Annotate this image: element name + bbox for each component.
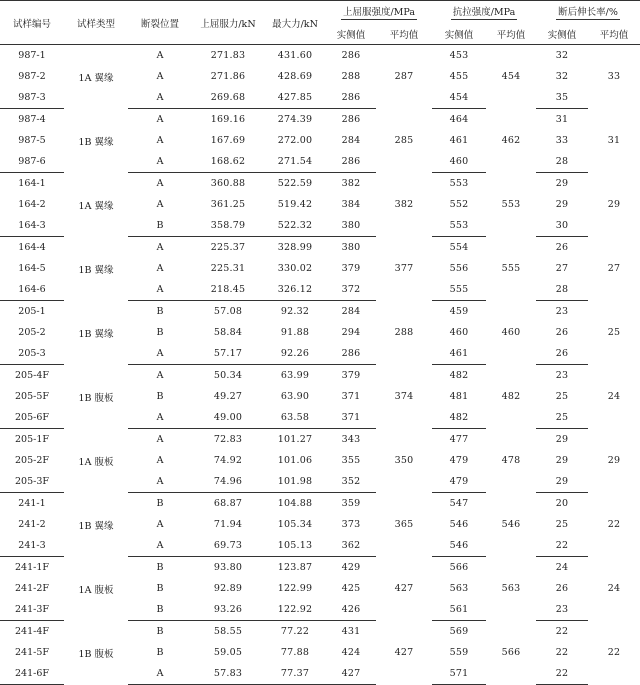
- col-header-ts-average: 平均值: [496, 29, 526, 41]
- cell-tensile-strength-average: 563: [501, 583, 521, 594]
- cell-elongation-measured: 20: [555, 498, 569, 509]
- cell-elongation-measured: 22: [536, 535, 588, 557]
- cell-yield-strength-measured: 343: [341, 434, 361, 445]
- cell-fracture-location: A: [156, 135, 164, 146]
- cell-yield-force: 225.31: [210, 263, 246, 274]
- cell-elongation-measured: 26: [555, 583, 569, 594]
- cell-tensile-strength-average: 460: [501, 327, 521, 338]
- cell-fracture-location: A: [128, 471, 192, 493]
- col-header-el-measured: 实侧值: [547, 29, 577, 41]
- cell-elongation-measured: 26: [536, 343, 588, 365]
- cell-max-force: 101.06: [277, 455, 313, 466]
- cell-yield-force: 69.73: [192, 535, 264, 557]
- cell-specimen-id: 205-3: [0, 343, 64, 365]
- cell-yield-force: 225.37: [210, 242, 246, 253]
- cell-yield-force: 71.94: [213, 519, 243, 530]
- cell-specimen-id: 205-4F: [15, 370, 49, 381]
- cell-yield-force: 57.83: [192, 663, 264, 685]
- cell-tensile-strength-measured: 461: [449, 135, 469, 146]
- cell-fracture-location: A: [128, 535, 192, 557]
- cell-tensile-strength-average: 566: [501, 647, 521, 658]
- cell-fracture-location: A: [156, 263, 164, 274]
- cell-yield-force: 57.17: [192, 343, 264, 365]
- cell-max-force: 92.32: [280, 306, 310, 317]
- cell-max-force: 328.99: [277, 242, 313, 253]
- cell-max-force: 63.90: [280, 391, 310, 402]
- cell-specimen-id: 241-1F: [15, 562, 49, 573]
- cell-fracture-location: A: [156, 199, 164, 210]
- cell-tensile-strength-measured: 553: [449, 178, 469, 189]
- cell-yield-strength-measured: 384: [341, 199, 361, 210]
- cell-yield-force: 49.00: [192, 407, 264, 429]
- cell-tensile-strength-measured: 556: [449, 263, 469, 274]
- cell-yield-force: 358.79: [192, 215, 264, 237]
- table-row: [0, 109, 640, 131]
- cell-max-force: 326.12: [264, 279, 326, 301]
- cell-fracture-location: B: [128, 599, 192, 621]
- cell-tensile-strength-average: 553: [501, 199, 521, 210]
- table-row: [0, 493, 640, 515]
- cell-tensile-strength-measured: 453: [449, 50, 469, 61]
- cell-max-force: 519.42: [277, 199, 313, 210]
- col-group-elongation-label: 断后伸长率/%: [556, 4, 620, 20]
- cell-fracture-location: A: [128, 87, 192, 109]
- cell-yield-force: 50.34: [213, 370, 243, 381]
- cell-specimen-type: 1B 翼缘: [78, 136, 114, 148]
- cell-specimen-id: 205-2: [18, 327, 46, 338]
- cell-yield-strength-measured: 426: [326, 599, 376, 621]
- cell-yield-force: 57.08: [213, 306, 243, 317]
- cell-specimen-type: 1A 腹板: [78, 584, 114, 596]
- cell-specimen-id: 241-2: [18, 519, 46, 530]
- cell-tensile-strength-measured: 464: [449, 114, 469, 125]
- cell-elongation-measured: 29: [536, 471, 588, 493]
- table-row: [0, 301, 640, 323]
- cell-yield-force: 169.16: [210, 114, 246, 125]
- cell-elongation-measured: 26: [555, 327, 569, 338]
- cell-elongation-measured: 23: [555, 306, 569, 317]
- cell-specimen-id: 241-3: [0, 535, 64, 557]
- cell-tensile-strength-average: 462: [501, 135, 521, 146]
- col-header-yield-force: 上屈服力/kN: [200, 18, 256, 30]
- cell-yield-force: 74.96: [192, 471, 264, 493]
- cell-yield-strength-average: 365: [394, 519, 414, 530]
- cell-elongation-average: 22: [607, 647, 621, 658]
- cell-fracture-location: A: [128, 343, 192, 365]
- col-header-type: 试样类型: [76, 18, 115, 30]
- cell-yield-force: 360.88: [210, 178, 246, 189]
- cell-max-force: 92.26: [264, 343, 326, 365]
- table-row: [0, 621, 640, 643]
- cell-yield-strength-measured: 379: [341, 263, 361, 274]
- table-body: [0, 45, 640, 685]
- cell-fracture-location: A: [156, 370, 164, 381]
- cell-elongation-measured: 24: [555, 562, 569, 573]
- cell-yield-strength-measured: 294: [341, 327, 361, 338]
- cell-yield-force: 361.25: [210, 199, 246, 210]
- cell-yield-strength-measured: 379: [341, 370, 361, 381]
- cell-tensile-strength-measured: 479: [449, 455, 469, 466]
- cell-specimen-id: 164-2: [18, 199, 46, 210]
- cell-fracture-location: B: [156, 306, 164, 317]
- cell-elongation-measured: 28: [536, 279, 588, 301]
- cell-elongation-measured: 35: [536, 87, 588, 109]
- cell-yield-strength-average: 374: [394, 391, 414, 402]
- cell-yield-force: 58.55: [213, 626, 243, 637]
- cell-yield-strength-average: 377: [394, 263, 414, 274]
- cell-tensile-strength-measured: 479: [432, 471, 486, 493]
- cell-tensile-strength-measured: 459: [449, 306, 469, 317]
- cell-specimen-id: 987-6: [0, 151, 64, 173]
- cell-max-force: 77.22: [280, 626, 310, 637]
- cell-yield-force: 49.27: [213, 391, 243, 402]
- cell-tensile-strength-measured: 460: [449, 327, 469, 338]
- cell-yield-strength-measured: 288: [341, 71, 361, 82]
- cell-yield-force: 271.83: [210, 50, 246, 61]
- cell-fracture-location: A: [156, 71, 164, 82]
- cell-max-force: 122.92: [264, 599, 326, 621]
- cell-specimen-id: 205-5F: [15, 391, 49, 402]
- cell-specimen-type: 1A 腹板: [78, 456, 114, 468]
- cell-tensile-strength-average: 454: [501, 71, 521, 83]
- cell-specimen-id: 241-6F: [0, 663, 64, 685]
- cell-yield-strength-measured: 352: [326, 471, 376, 493]
- cell-fracture-location: A: [156, 242, 164, 253]
- cell-tensile-strength-measured: 561: [432, 599, 486, 621]
- cell-fracture-location: A: [156, 455, 164, 466]
- cell-elongation-average: 31: [607, 135, 621, 146]
- cell-tensile-strength-measured: 555: [432, 279, 486, 301]
- cell-max-force: 105.13: [264, 535, 326, 557]
- cell-elongation-measured: 25: [536, 407, 588, 429]
- cell-tensile-strength-measured: 554: [449, 242, 469, 253]
- cell-yield-force: 68.87: [213, 498, 243, 509]
- cell-max-force: 101.27: [277, 434, 313, 445]
- cell-fracture-location: A: [156, 434, 164, 445]
- cell-elongation-measured: 28: [536, 151, 588, 173]
- cell-specimen-id: 241-4F: [15, 626, 49, 637]
- cell-max-force: 274.39: [277, 114, 313, 125]
- cell-elongation-measured: 32: [555, 71, 569, 82]
- cell-max-force: 104.88: [277, 498, 313, 509]
- cell-tensile-strength-measured: 460: [432, 151, 486, 173]
- cell-yield-force: 93.80: [213, 562, 243, 573]
- cell-fracture-location: B: [156, 498, 164, 509]
- col-header-max-force: 最大力/kN: [272, 18, 318, 30]
- cell-max-force: 77.37: [264, 663, 326, 685]
- cell-elongation-measured: 25: [555, 391, 569, 402]
- col-header-location: 断裂位置: [140, 18, 179, 30]
- cell-max-force: 522.59: [277, 178, 313, 189]
- cell-yield-force: 168.62: [192, 151, 264, 173]
- cell-specimen-id: 987-4: [18, 114, 46, 125]
- cell-tensile-strength-measured: 455: [449, 71, 469, 82]
- cell-yield-strength-measured: 371: [326, 407, 376, 429]
- cell-specimen-type: 1B 腹板: [78, 648, 114, 660]
- cell-yield-strength-measured: 362: [326, 535, 376, 557]
- cell-yield-strength-measured: 286: [341, 50, 361, 61]
- cell-tensile-strength-measured: 546: [449, 519, 469, 530]
- cell-elongation-measured: 32: [555, 50, 569, 61]
- cell-elongation-measured: 23: [555, 370, 569, 381]
- cell-tensile-strength-measured: 454: [432, 87, 486, 109]
- cell-yield-force: 218.45: [192, 279, 264, 301]
- col-header-id: 试样编号: [12, 18, 51, 30]
- cell-yield-strength-measured: 431: [341, 626, 361, 637]
- cell-specimen-type: 1B 翼缘: [78, 328, 114, 340]
- cell-yield-force: 74.92: [213, 455, 243, 466]
- cell-specimen-id: 241-5F: [15, 647, 49, 658]
- cell-tensile-strength-average: 555: [501, 263, 521, 274]
- cell-tensile-strength-measured: 566: [449, 562, 469, 573]
- cell-max-force: 101.98: [264, 471, 326, 493]
- cell-yield-strength-average: 287: [394, 71, 414, 83]
- cell-yield-force: 271.86: [210, 71, 246, 82]
- cell-fracture-location: A: [128, 663, 192, 685]
- cell-specimen-id: 164-6: [0, 279, 64, 301]
- cell-elongation-average: 24: [607, 391, 621, 402]
- cell-max-force: 105.34: [277, 519, 313, 530]
- cell-specimen-id: 164-1: [18, 178, 46, 189]
- cell-specimen-id: 205-3F: [0, 471, 64, 493]
- cell-tensile-strength-measured: 477: [449, 434, 469, 445]
- table-row: [0, 45, 640, 67]
- cell-yield-strength-measured: 286: [341, 114, 361, 125]
- cell-fracture-location: A: [128, 407, 192, 429]
- cell-tensile-strength-measured: 482: [432, 407, 486, 429]
- cell-yield-force: 58.84: [213, 327, 243, 338]
- cell-yield-strength-average: 350: [394, 455, 414, 466]
- col-header-ts-measured: 实侧值: [444, 29, 474, 41]
- cell-specimen-type: 1B 翼缘: [78, 520, 114, 532]
- cell-max-force: 427.85: [264, 87, 326, 109]
- col-header-el-average: 平均值: [599, 29, 629, 41]
- cell-yield-strength-measured: 284: [341, 135, 361, 146]
- cell-elongation-measured: 23: [536, 599, 588, 621]
- cell-specimen-id: 987-2: [18, 71, 46, 82]
- cell-fracture-location: A: [156, 114, 164, 125]
- cell-yield-strength-measured: 380: [326, 215, 376, 237]
- cell-fracture-location: A: [156, 519, 164, 530]
- cell-elongation-measured: 30: [536, 215, 588, 237]
- col-group-elongation: [536, 1, 640, 24]
- cell-max-force: 123.87: [277, 562, 313, 573]
- cell-elongation-measured: 29: [555, 434, 569, 445]
- col-group-yield-strength: [326, 1, 432, 24]
- cell-fracture-location: B: [156, 327, 164, 338]
- cell-yield-strength-average: 427: [394, 647, 414, 658]
- cell-elongation-average: 29: [607, 455, 621, 466]
- cell-yield-strength-measured: 429: [341, 562, 361, 573]
- cell-specimen-id: 164-3: [0, 215, 64, 237]
- cell-yield-force: 72.83: [213, 434, 243, 445]
- cell-tensile-strength-measured: 571: [432, 663, 486, 685]
- cell-yield-strength-measured: 286: [326, 151, 376, 173]
- cell-tensile-strength-average: 478: [501, 455, 521, 466]
- cell-elongation-measured: 31: [555, 114, 569, 125]
- cell-tensile-strength-measured: 552: [449, 199, 469, 210]
- cell-tensile-strength-average: 546: [501, 519, 521, 530]
- cell-elongation-measured: 27: [555, 263, 569, 274]
- cell-fracture-location: B: [156, 626, 164, 637]
- cell-specimen-id: 987-5: [18, 135, 46, 146]
- cell-fracture-location: B: [128, 215, 192, 237]
- cell-tensile-strength-measured: 481: [449, 391, 469, 402]
- cell-yield-strength-measured: 427: [326, 663, 376, 685]
- cell-specimen-id: 241-2F: [15, 583, 49, 594]
- cell-tensile-strength-measured: 569: [449, 626, 469, 637]
- cell-yield-force: 167.69: [210, 135, 246, 146]
- cell-yield-force: 269.68: [192, 87, 264, 109]
- cell-yield-strength-measured: 359: [341, 498, 361, 509]
- cell-max-force: 91.88: [280, 327, 310, 338]
- cell-yield-force: 59.05: [213, 647, 243, 658]
- cell-elongation-measured: 22: [555, 626, 569, 637]
- cell-fracture-location: A: [156, 50, 164, 61]
- cell-fracture-location: B: [156, 391, 164, 402]
- cell-max-force: 330.02: [277, 263, 313, 274]
- cell-fracture-location: B: [156, 583, 164, 594]
- cell-specimen-id: 205-1F: [15, 434, 49, 445]
- cell-specimen-id: 987-1: [18, 50, 46, 61]
- cell-yield-strength-measured: 286: [326, 343, 376, 365]
- cell-elongation-measured: 22: [536, 663, 588, 685]
- cell-yield-strength-measured: 424: [341, 647, 361, 658]
- cell-yield-strength-measured: 284: [341, 306, 361, 317]
- cell-specimen-type: 1B 翼缘: [78, 264, 114, 276]
- cell-tensile-strength-measured: 553: [432, 215, 486, 237]
- cell-elongation-average: 27: [607, 263, 621, 274]
- cell-yield-strength-measured: 425: [341, 583, 361, 594]
- cell-elongation-average: 24: [607, 583, 621, 594]
- cell-max-force: 63.99: [280, 370, 310, 381]
- cell-fracture-location: B: [156, 562, 164, 573]
- cell-specimen-id: 241-1: [18, 498, 46, 509]
- col-header-ys-measured: 实侧值: [336, 29, 366, 41]
- cell-yield-strength-measured: 355: [341, 455, 361, 466]
- cell-tensile-strength-measured: 482: [449, 370, 469, 381]
- cell-elongation-average: 22: [607, 519, 621, 530]
- cell-yield-strength-average: 285: [394, 135, 414, 146]
- cell-fracture-location: A: [156, 178, 164, 189]
- table-row: [0, 557, 640, 579]
- cell-max-force: 77.88: [280, 647, 310, 658]
- cell-yield-strength-measured: 373: [341, 519, 361, 530]
- cell-fracture-location: A: [128, 279, 192, 301]
- cell-tensile-strength-measured: 461: [432, 343, 486, 365]
- cell-specimen-id: 205-2F: [15, 455, 49, 466]
- cell-max-force: 272.00: [277, 135, 313, 146]
- cell-tensile-strength-measured: 547: [449, 498, 469, 509]
- cell-elongation-measured: 25: [555, 519, 569, 530]
- cell-tensile-strength-measured: 563: [449, 583, 469, 594]
- cell-yield-force: 92.89: [213, 583, 243, 594]
- cell-tensile-strength-measured: 546: [432, 535, 486, 557]
- cell-yield-strength-measured: 371: [341, 391, 361, 402]
- cell-specimen-id: 164-4: [18, 242, 46, 253]
- cell-specimen-id: 205-6F: [0, 407, 64, 429]
- cell-specimen-type: 1B 腹板: [78, 392, 114, 404]
- cell-max-force: 428.69: [277, 71, 313, 82]
- col-group-tensile-strength: [432, 1, 536, 24]
- cell-specimen-id: 164-5: [18, 263, 46, 274]
- col-group-tensile-strength-label: 抗拉强度/MPa: [451, 4, 518, 20]
- table-row: [0, 365, 640, 387]
- col-header-ys-average: 平均值: [389, 29, 419, 41]
- cell-tensile-strength-measured: 559: [449, 647, 469, 658]
- cell-elongation-average: 25: [607, 327, 621, 338]
- cell-elongation-measured: 29: [555, 178, 569, 189]
- cell-max-force: 271.54: [264, 151, 326, 173]
- cell-elongation-average: 33: [607, 71, 621, 83]
- col-group-yield-strength-label: 上屈服强度/MPa: [341, 4, 417, 20]
- cell-specimen-type: 1A 翼缘: [78, 200, 114, 212]
- cell-max-force: 431.60: [277, 50, 313, 61]
- cell-yield-strength-average: 288: [394, 327, 414, 338]
- cell-specimen-id: 205-1: [18, 306, 46, 317]
- cell-max-force: 522.32: [264, 215, 326, 237]
- cell-specimen-id: 241-3F: [0, 599, 64, 621]
- cell-yield-strength-measured: 286: [326, 87, 376, 109]
- cell-elongation-measured: 22: [555, 647, 569, 658]
- table-row: [0, 429, 640, 451]
- cell-elongation-measured: 29: [555, 455, 569, 466]
- cell-elongation-measured: 29: [555, 199, 569, 210]
- cell-yield-force: 93.26: [192, 599, 264, 621]
- cell-elongation-measured: 26: [555, 242, 569, 253]
- cell-elongation-average: 29: [607, 199, 621, 210]
- cell-yield-strength-average: 382: [394, 199, 414, 210]
- cell-max-force: 122.99: [277, 583, 313, 594]
- cell-yield-strength-measured: 380: [341, 242, 361, 253]
- cell-tensile-strength-average: 482: [501, 391, 521, 402]
- cell-elongation-measured: 33: [555, 135, 569, 146]
- table-header: [0, 1, 640, 45]
- cell-max-force: 63.58: [264, 407, 326, 429]
- cell-yield-strength-measured: 382: [341, 178, 361, 189]
- table-row: [0, 173, 640, 195]
- cell-specimen-id: 987-3: [0, 87, 64, 109]
- cell-yield-strength-measured: 372: [326, 279, 376, 301]
- cell-specimen-type: 1A 翼缘: [78, 72, 114, 84]
- table-row: [0, 237, 640, 259]
- cell-fracture-location: A: [128, 151, 192, 173]
- cell-yield-strength-average: 427: [394, 583, 414, 594]
- cell-fracture-location: B: [156, 647, 164, 658]
